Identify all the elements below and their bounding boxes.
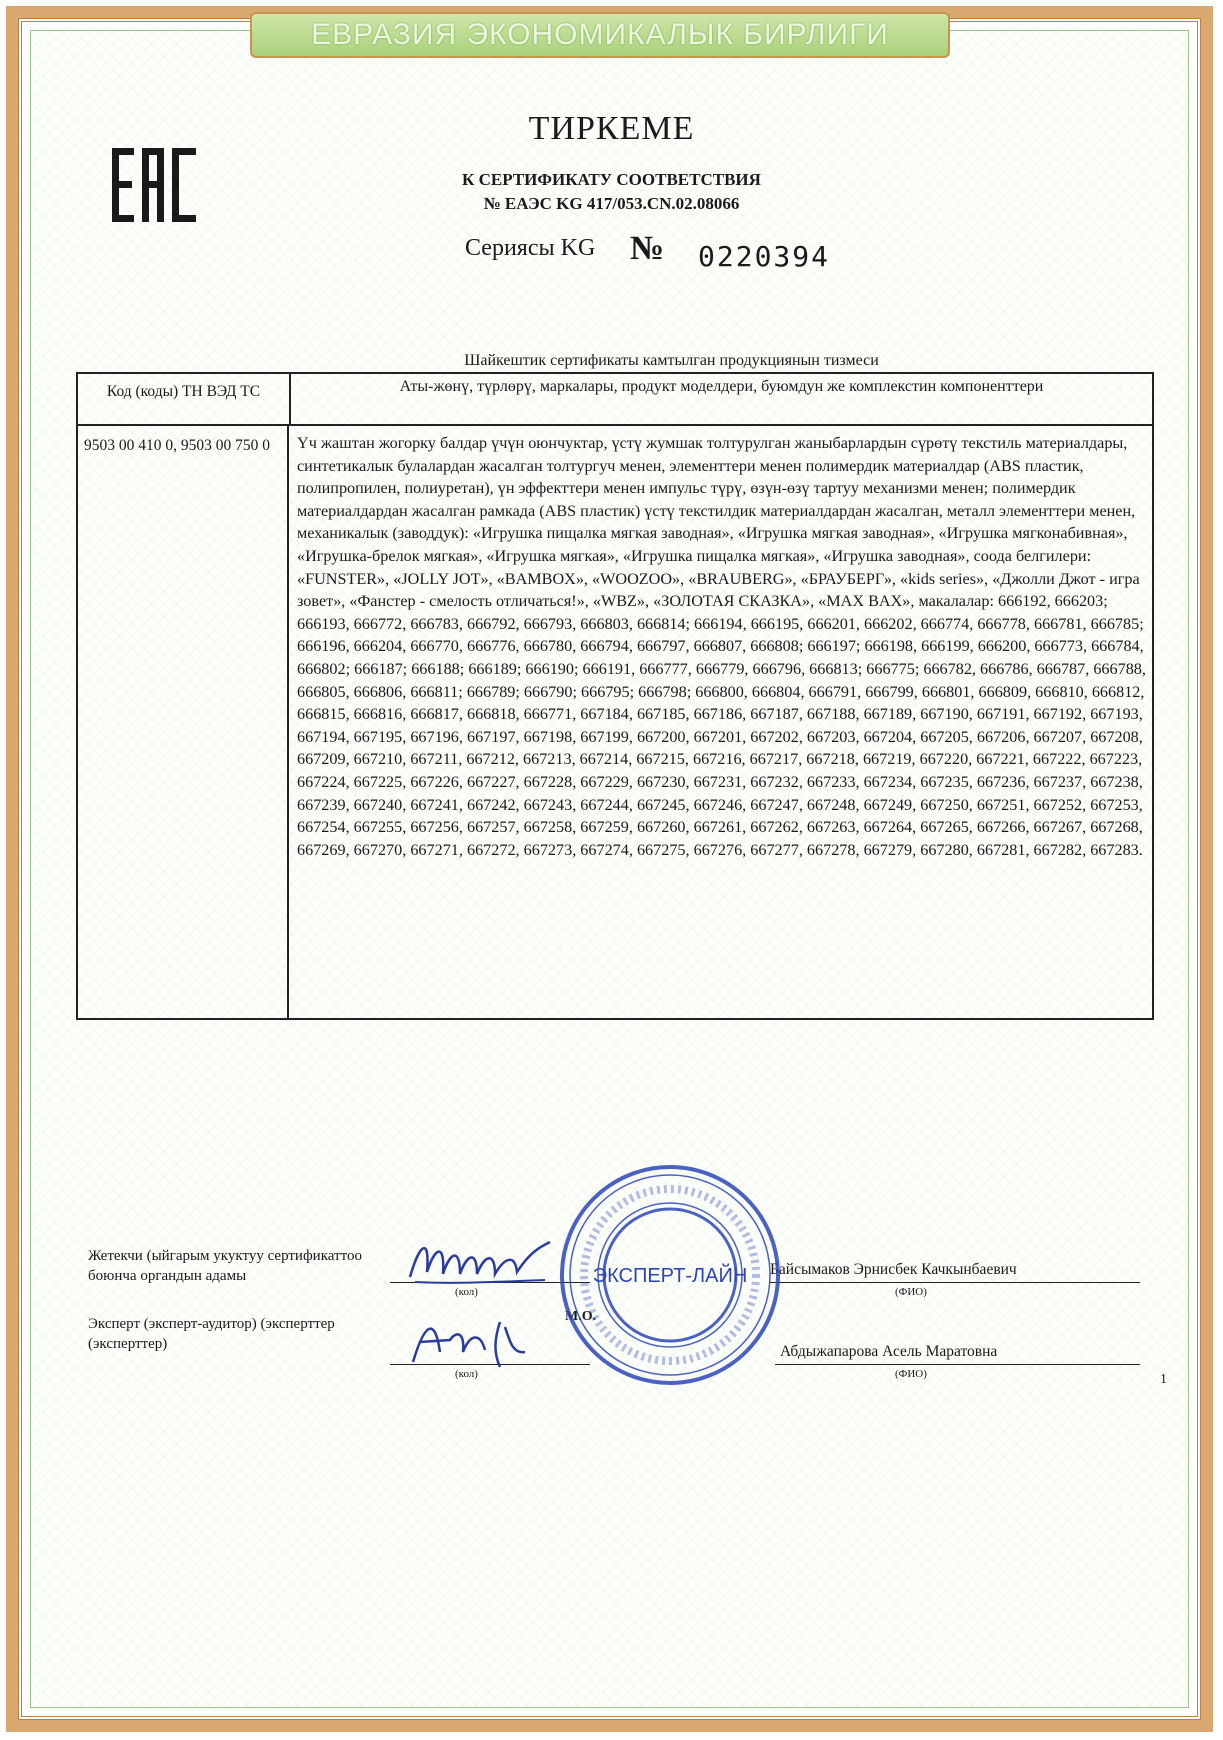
table-header	[76, 372, 1154, 426]
cell-description: Үч жаштан жогорку балдар үчүн оюнчуктар, үстү жумшак толтурулган жаныбарлардын сүрөтү текстиль материалдары, синтетикалык булалардан жасалган толтургуч менен, элементтери менен полимердик материалдар (ABS пластик, полипропилен, полиуретан), үн эффекттери менен импульс түрү, өзүн-өзү тартуу механизми менен; полимердик материалдардан жасалган рамкада (ABS пластик) үстү текстилдик материалдардан жасалган, металл элементтери менен, механикалык (заводдук): «Игрушка пищалка мягкая заводная», «Игрушка мягкая заводная», «Игрушка мягконабивная», «Игрушка-брелок мягкая», «Игрушка мягкая», «Игрушка пищалка мягкая», «Игрушка заводная», соода белгилери: «FUNSTER», «JOLLY JOT», «BAMBOX», «WOOZOO», «BRAUBERG», «БРАУБЕРГ», «kids series», «Джолли Джот - игра зовет», «Фанстер - смелость отличаться!», «WBZ», «ЗОЛОТАЯ СКАЗКА», «MAX BAX», макалалар: 666192, 666203; 666193, 666772, 666783, 666792, 666793, 666803, 666814; 666194, 666195, 666201, 666202, 666774, 666778, 666781, 666785; 666196, 666204, 666770, 666776, 666780, 666794, 666797, 666807, 666808; 666197; 666198, 666199, 666200, 666773, 666784, 666802; 666187; 666188; 666189; 666190; 666191, 666777, 666779, 666796, 666813; 666775; 666782, 666786, 666787, 666788, 666805, 666806, 666811; 666789; 666790; 666795; 666798; 666800, 666804, 666791, 666799, 666801, 666809, 666810, 666812, 666815, 666816, 666817, 666818, 666771, 667184, 667185, 667186, 667187, 667188, 667189, 667190, 667191, 667192, 667193, 667194, 667195, 667196, 667197, 667198, 667199, 667200, 667201, 667202, 667203, 667204, 667205, 667206, 667207, 667208, 667209, 667210, 667211, 667212, 667213, 667214, 667215, 667216, 667217, 667218, 667219, 667220, 667221, 667222, 667223, 667224, 667225, 667226, 667227, 667228, 667229, 667230, 667231, 667232, 667233, 667234, 667235, 667236, 667237, 667238, 667239, 667240, 667241, 667242, 667243, 667244, 667245, 667246, 667247, 667248, 667249, 667250, 667251, 667252, 667253, 667254, 667255, 667256, 667257, 667258, 667259, 667260, 667261, 667262, 667263, 667264, 667265, 667266, 667267, 667268, 667269, 667270, 667271, 667272, 667273, 667274, 667275, 667276, 667277, 667278, 667279, 667280, 667281, 667282, 667283.	[297, 434, 1146, 859]
serial-number: 0220394	[698, 240, 831, 273]
series-label: Сериясы KG	[465, 235, 596, 261]
head-signature-icon	[405, 1232, 555, 1292]
subtitle-certificate: К СЕРТИФИКАТУ СООТВЕТСТВИЯ	[462, 170, 761, 189]
expert-name: Абдыжапарова Асель Маратовна	[780, 1343, 998, 1360]
head-name-line	[770, 1282, 1140, 1283]
table-row	[76, 426, 1154, 1020]
union-banner: ЕВРАЗИЯ ЭКОНОМИКАЛЫК БИРЛИГИ	[250, 12, 950, 58]
header-name: Аты-жөнү, түрлөрү, маркалары, продукт моделдери, буюмдун же комплекстин компоненттери	[399, 378, 1044, 395]
expert-label: Эксперт (эксперт-аудитор) (эксперттер (эксперттер)	[88, 1316, 335, 1352]
number-sign: №	[630, 230, 665, 267]
head-sign-caption: (кол)	[455, 1286, 478, 1298]
header-code: Код (коды) ТН ВЭД ТС	[78, 374, 291, 424]
subtitle-certificate-number: № ЕАЭС KG 417/053.CN.02.08066	[483, 194, 740, 213]
organization-stamp-icon	[555, 1160, 785, 1390]
stamp-text: ЭКСПЕРТ-ЛАЙН	[592, 1265, 748, 1287]
expert-name-line	[775, 1364, 1140, 1365]
table-caption: Шайкештик сертификаты камтылган продукциянын тизмеси	[464, 352, 879, 369]
expert-sign-caption: (кол)	[455, 1368, 478, 1380]
head-name-caption: (ФИО)	[895, 1286, 927, 1298]
page-number: 1	[1160, 1372, 1167, 1387]
document-title: ТИРКЕМЕ	[528, 110, 695, 147]
cell-code: 9503 00 410 0, 9503 00 750 0	[78, 426, 289, 1018]
head-name: Байсымаков Эрнисбек Качкынбаевич	[770, 1261, 1017, 1278]
expert-name-caption: (ФИО)	[895, 1368, 927, 1380]
expert-signature-icon	[405, 1312, 535, 1372]
head-label: Жетекчи (ыйгарым укуктуу сертификаттоо боюнча органдын адамы	[88, 1248, 362, 1284]
seal-place: М.О.	[565, 1309, 597, 1324]
